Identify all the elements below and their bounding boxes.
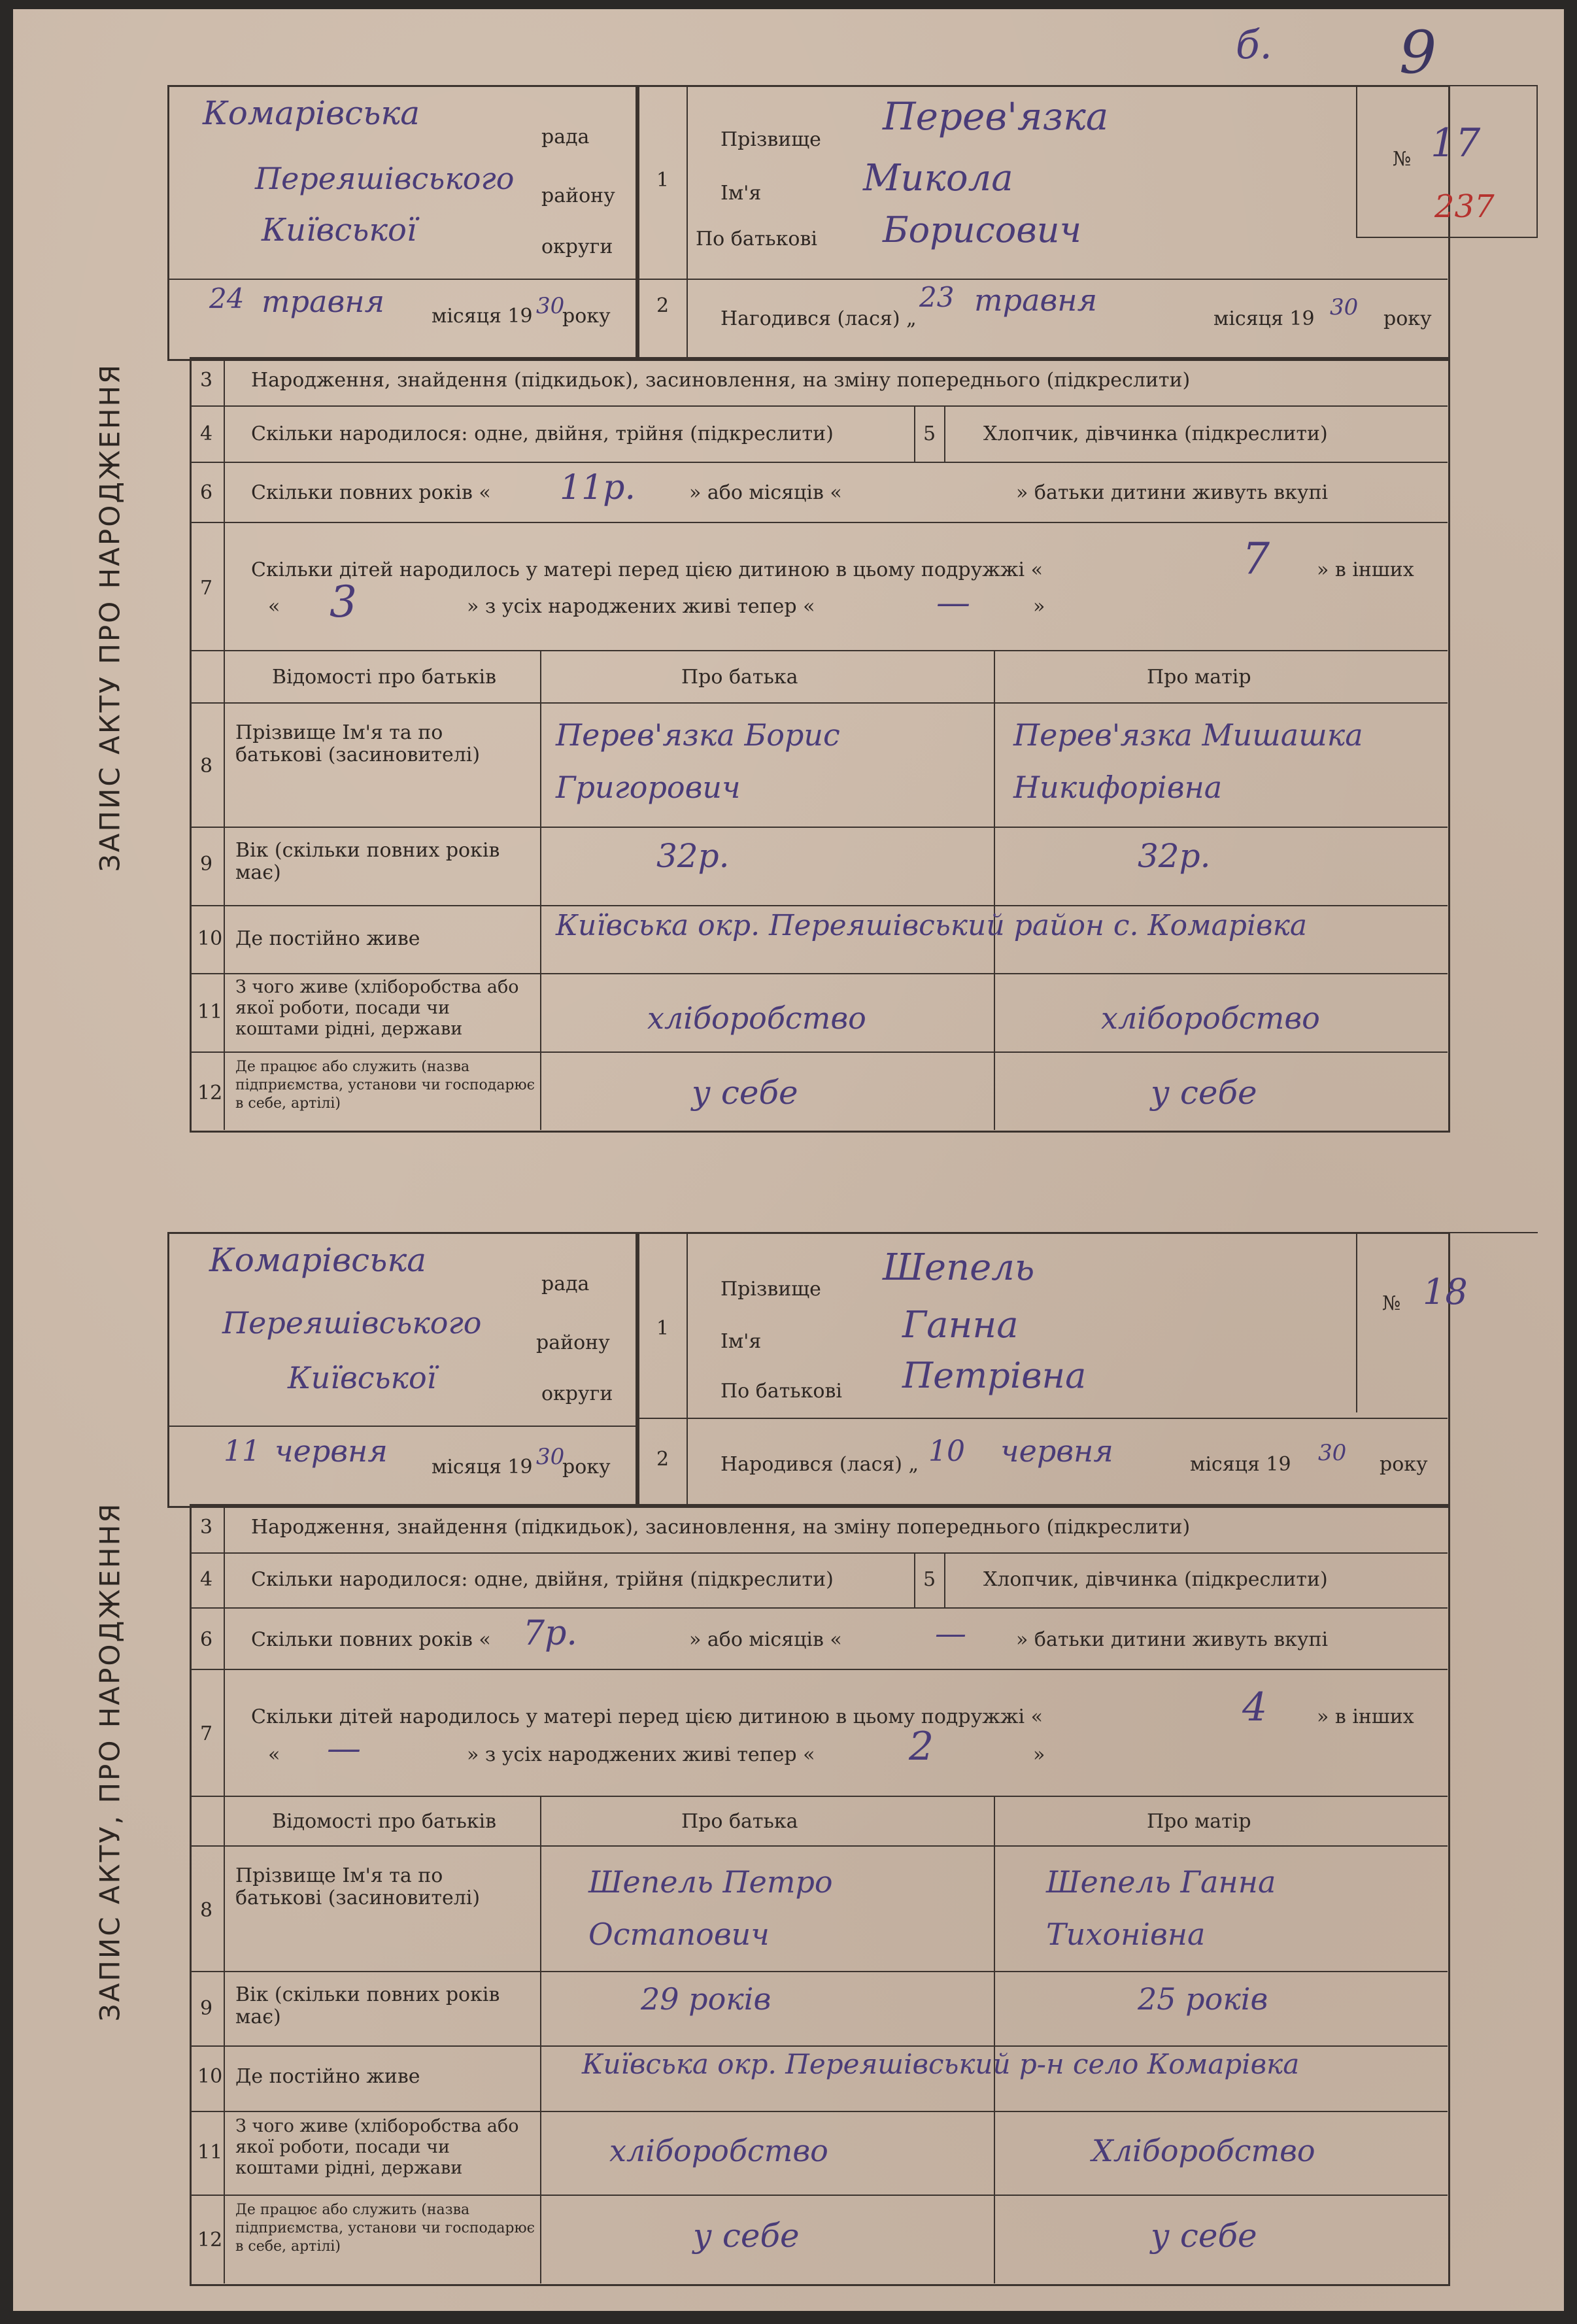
row7-line1: Скільки дітей народилось у матері перед цією дитиною в цьому подружжі « (251, 558, 1043, 581)
mother-header: Про матір (1147, 1810, 1251, 1833)
row6-label: Скільки повних років « (251, 481, 491, 504)
row11-label: З чого живе (хліборобства або якої роботи, посади чи коштами рідні, держави (235, 977, 519, 1039)
row-number: 2 (656, 1448, 670, 1471)
okruha-value: Київської (262, 212, 417, 248)
date-day: 24 (209, 282, 245, 315)
row-number: 7 (200, 1722, 213, 1745)
mother-occupation: хліборобство (1101, 1000, 1320, 1036)
mother-full-name: Перев'язка Мишашка Никифорівна (1013, 717, 1363, 805)
born-year: 30 (1318, 1440, 1347, 1466)
row6-years: 7р. (523, 1614, 577, 1653)
born-day: 23 (919, 281, 955, 313)
born-label-year: року (1380, 1453, 1428, 1476)
surname-label: Прізвище (721, 128, 821, 151)
father-header: Про батька (681, 1810, 798, 1833)
row-number: 7 (200, 577, 213, 600)
corner-mark-a: б. (1236, 22, 1272, 68)
row10-label: Де постійно живе (235, 2065, 420, 2088)
mother-workplace: у себе (1151, 2217, 1257, 2255)
patronymic-label: По батькові (721, 1380, 842, 1403)
record-number-red: 237 (1434, 188, 1495, 225)
parents-info-header: Відомості про батьків (272, 1810, 497, 1833)
row6-months: — (935, 1615, 966, 1652)
row9-label: Вік (скільки повних років має) (235, 1983, 500, 2028)
row7-other: — (327, 1729, 361, 1768)
date-day: 11 (224, 1435, 260, 1468)
child-name: Микола (863, 157, 1013, 199)
row7-line2-mid: » з усіх народжених живі тепер « (467, 595, 815, 618)
father-full-name: Перев'язка Борис Григорович (556, 717, 840, 805)
rada-value: Комарівська (209, 1241, 427, 1279)
row7-this-marriage: 7 (1242, 534, 1270, 584)
date-year: 30 (536, 1444, 565, 1470)
row7-line1-end: » в інших (1317, 558, 1414, 581)
row5-text: Хлопчик, дівчинка (підкреслити) (983, 422, 1328, 445)
row7-line2-end: » (1033, 1743, 1045, 1766)
mother-occupation: Хліборобство (1092, 2133, 1315, 2168)
date-label-month: місяця 19 (432, 1456, 533, 1478)
child-surname: Перев'язка (883, 94, 1109, 139)
okruha-label: округи (541, 1382, 613, 1405)
born-label: Народився (лася) „ (721, 1453, 919, 1476)
row7-line2-end: » (1033, 595, 1045, 618)
record-number-label: № (1382, 1292, 1401, 1315)
parents-info-header: Відомості про батьків (272, 666, 497, 689)
father-full-name: Шепель Петро Остапович (588, 1864, 833, 1952)
surname-label: Прізвище (721, 1278, 821, 1301)
father-age: 32р. (656, 837, 730, 875)
row6-years: 11р. (560, 468, 636, 507)
father-header: Про батька (681, 666, 798, 689)
name-label: Ім'я (721, 182, 762, 205)
child-patronymic: Петрівна (902, 1355, 1087, 1396)
raion-label: району (536, 1331, 610, 1354)
row6-label-end: » батьки дитини живуть вкупі (1016, 481, 1329, 504)
child-surname: Шепель (883, 1246, 1035, 1289)
residence-value: Київська окр. Переяшівський район с. Комарівка (556, 909, 1308, 942)
born-label-month: місяця 19 (1190, 1453, 1291, 1476)
date-label-year: року (562, 305, 611, 328)
record-number-label: № (1393, 148, 1412, 171)
okruha-value: Київської (288, 1360, 437, 1395)
born-label-month: місяця 19 (1213, 307, 1315, 330)
row7-line1-end: » в інших (1317, 1705, 1414, 1728)
father-workplace: у себе (692, 1074, 798, 1112)
raion-label: району (541, 184, 615, 207)
mother-header: Про матір (1147, 666, 1251, 689)
born-month: червня (1000, 1433, 1113, 1469)
row-number: 8 (200, 1899, 213, 1922)
row-number: 1 (656, 1317, 670, 1340)
row12-label: Де працює або служить (назва підприємства, установи чи господарює в себе, артілі) (235, 2202, 535, 2255)
name-label: Ім'я (721, 1330, 762, 1353)
okruha-label: округи (541, 235, 613, 258)
row7-other: 3 (330, 577, 357, 627)
rada-label: рада (541, 126, 590, 148)
rada-label: рада (541, 1273, 590, 1295)
row-number: 11 (197, 1000, 223, 1023)
row7-alive: 2 (909, 1724, 934, 1769)
row3-text: Народження, знайдення (підкидьок), засиновлення, на зміну попереднього (підкреслити) (251, 369, 1191, 392)
document-page (13, 9, 1564, 2311)
row6-label: Скільки повних років « (251, 1628, 491, 1651)
corner-mark-b: 9 (1399, 18, 1437, 87)
row6-label-end: » батьки дитини живуть вкупі (1016, 1628, 1329, 1651)
mother-full-name: Шепель Ганна Тихонівна (1046, 1864, 1276, 1952)
row-number: 12 (197, 1082, 223, 1104)
row8-label: Прізвище Ім'я та по батькові (засиновителі) (235, 721, 481, 766)
born-month: травня (974, 282, 1098, 318)
born-label-year: року (1383, 307, 1432, 330)
rada-value: Комарівська (203, 94, 420, 132)
row4-text: Скільки народилося: одне, двійня, трійня (підкреслити) (251, 1568, 834, 1591)
row-number: 8 (200, 755, 213, 778)
row-number: 12 (197, 2229, 223, 2251)
row9-label: Вік (скільки повних років має) (235, 839, 500, 884)
row-number: 9 (200, 853, 213, 876)
record-number: 17 (1431, 120, 1481, 166)
row11-label: З чого живе (хліборобства або якої роботи, посади чи коштами рідні, держави (235, 2116, 519, 2178)
mother-workplace: у себе (1151, 1074, 1257, 1112)
row-number: 6 (200, 481, 213, 504)
row7-this-marriage: 4 (1242, 1684, 1268, 1730)
father-age: 29 років (641, 1981, 772, 2017)
row3-text: Народження, знайдення (підкидьок), засиновлення, на зміну попереднього (підкреслити) (251, 1516, 1191, 1539)
row-number: 1 (656, 169, 670, 192)
row-number: 2 (656, 294, 670, 317)
raion-value: Переяшівського (255, 161, 515, 196)
row-number: 3 (200, 369, 213, 392)
row10-label: Де постійно живе (235, 927, 420, 950)
mother-age: 25 років (1138, 1981, 1268, 2017)
record-number: 18 (1423, 1271, 1468, 1312)
row6-label-months: » або місяців « (689, 1628, 842, 1651)
row-number: 5 (923, 1568, 936, 1591)
row7-line1: Скільки дітей народилось у матері перед цією дитиною в цьому подружжі « (251, 1705, 1043, 1728)
mother-age: 32р. (1138, 837, 1211, 875)
father-workplace: у себе (693, 2217, 800, 2255)
patronymic-label: По батькові (696, 228, 817, 250)
row7-line2-start: « (268, 1743, 280, 1766)
child-patronymic: Борисович (883, 209, 1082, 250)
row-number: 4 (200, 422, 213, 445)
row12-label: Де працює або служить (назва підприємства, установи чи господарює в себе, артілі) (235, 1059, 535, 1112)
row-number: 5 (923, 422, 936, 445)
row-number: 4 (200, 1568, 213, 1591)
date-label-month: місяця 19 (432, 305, 533, 328)
raion-value: Переяшівського (222, 1305, 482, 1341)
record-side-title: ЗАПИС АКТУ ПРО НАРОДЖЕННЯ (93, 362, 126, 872)
father-occupation: хліборобство (647, 1000, 866, 1036)
row-number: 10 (197, 2065, 223, 2088)
row-number: 11 (197, 2141, 223, 2164)
row7-line2-start: « (268, 595, 280, 618)
record-side-title: ЗАПИС АКТУ, ПРО НАРОДЖЕННЯ (93, 1501, 126, 2022)
father-occupation: хліборобство (609, 2133, 828, 2168)
date-year: 30 (536, 293, 565, 319)
row6-label-months: » або місяців « (689, 481, 842, 504)
date-month: травня (262, 284, 385, 319)
date-month: червня (275, 1433, 388, 1469)
row4-text: Скільки народилося: одне, двійня, трійня (підкреслити) (251, 422, 834, 445)
row8-label: Прізвище Ім'я та по батькові (засиновителі) (235, 1864, 481, 1909)
residence-value: Київська окр. Переяшівський р-н село Комарівка (582, 2048, 1300, 2080)
row-number: 6 (200, 1628, 213, 1651)
row-number: 3 (200, 1516, 213, 1539)
born-year: 30 (1330, 294, 1359, 320)
born-day: 10 (928, 1435, 965, 1468)
child-name: Ганна (902, 1304, 1019, 1346)
date-label-year: року (562, 1456, 611, 1478)
row-number: 10 (197, 927, 223, 950)
row7-line2-mid: » з усіх народжених живі тепер « (467, 1743, 815, 1766)
row5-text: Хлопчик, дівчинка (підкреслити) (983, 1568, 1328, 1591)
row7-alive: — (936, 583, 970, 623)
born-label: Нагодився (лася) „ (721, 307, 917, 330)
row-number: 9 (200, 1997, 213, 2020)
